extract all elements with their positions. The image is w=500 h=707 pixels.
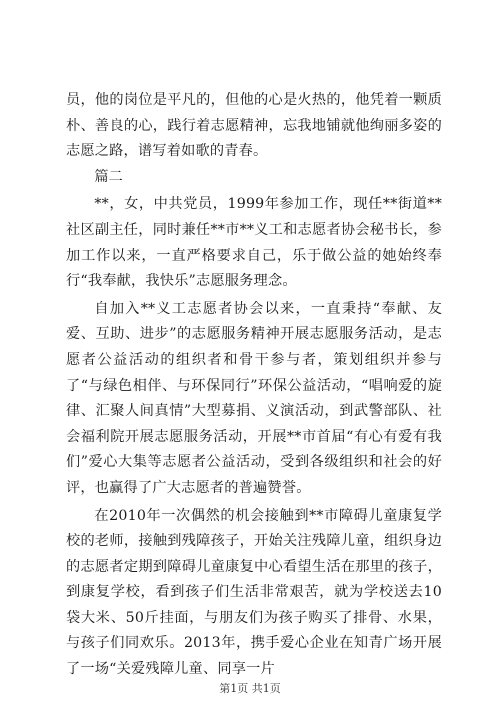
paragraph-continuation: 员，他的岗位是平凡的，但他的心是火热的，他凭着一颗质朴、善良的心，践行着志愿精神，忘我地铺就他绚丽多姿的志愿之路，谱写着如歌的青春。 [66, 92, 442, 160]
paragraph-activities: 自加入**义工志愿者协会以来，一直秉持“奉献、友爱、互助、进步”的志愿服务精神开展志愿服务活动，是志愿者公益活动的组织者和骨干参与者，策划组织并参与了“与绿色相伴、与环保同行”环保公益活动，“唱响爱的旋律、汇聚人间真情”大型募捐、义演活动，到武警部队、社会福利院开展志愿服务活动，开展**市首届“有心有爱有我们”爱心大集等志愿者公益活动，受到各级组织和社会的好评，也赢得了广大志愿者的普遍赞誉。 [66, 300, 442, 496]
page-number-footer: 第1页 共1页 [219, 682, 281, 695]
document-body [66, 88, 442, 683]
section-heading: 篇二 [94, 168, 123, 185]
paragraph-2010: 在2010年一次偶然的机会接触到**市障碍儿童康复学校的老师，接触到残障孩子，开始关注残障儿童，组织身边的志愿者定期到障碍儿童康复中心看望生活在那里的孩子，到康复学校，看到孩子们生活非常艰苦，就为学校送去10袋大米、50斤挂面，与朋友们为孩子购买了排骨、水果，与孩子们同欢乐。2013年，携手爱心企业在知青广场开展了一场“关爱残障儿童、同享一片 [66, 507, 442, 678]
paragraph-intro: **，女，中共党员，1999年参加工作，现任**街道**社区副主任，同时兼任**市**义工和志愿者协会秘书长，参加工作以来，一直严格要求自己，乐于做公益的她始终奉行“我奉献，我快乐”志愿服务理念。 [66, 196, 442, 290]
